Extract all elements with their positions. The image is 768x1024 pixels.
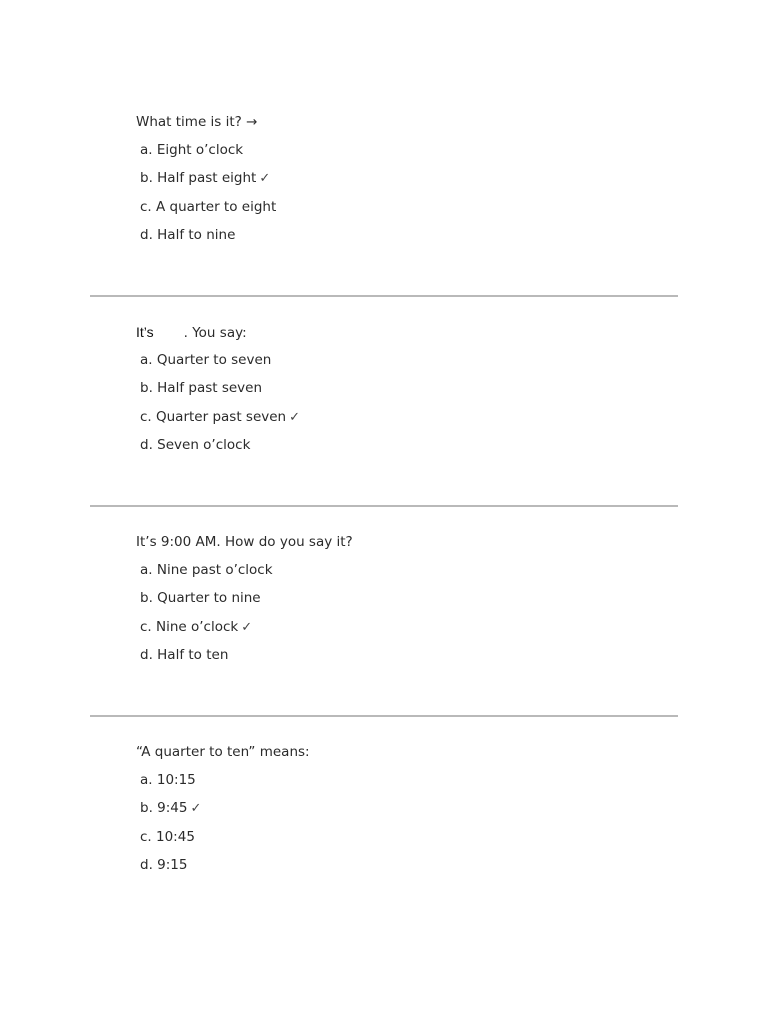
option-label: b. Quarter to nine: [140, 590, 261, 607]
option-label: d. 9:15: [140, 856, 188, 873]
question-3: [136, 532, 676, 673]
question-1-option-d: [140, 225, 676, 245]
option-label: d. Seven o’clock: [140, 436, 251, 453]
option-label: a. Quarter to seven: [140, 352, 272, 368]
question-3-option-a: [140, 560, 676, 580]
question-3-option-d: [140, 645, 676, 665]
question-4-option-d: [140, 855, 676, 875]
question-4-prompt: “A quarter to ten” means:: [136, 744, 310, 760]
question-4-option-a: [140, 770, 676, 790]
checkmark-icon: ✓: [241, 619, 253, 635]
option-label: c. 10:45: [140, 828, 195, 845]
question-2-option-a: [140, 350, 676, 370]
question-2-prompt: [136, 322, 676, 342]
checkmark-icon: ✓: [289, 409, 301, 425]
question-4-option-c: [140, 827, 676, 847]
question-2-option-c: [140, 407, 676, 427]
checkmark-icon: ✓: [259, 171, 271, 187]
question-2: [136, 322, 676, 463]
checkmark-icon: ✓: [190, 801, 202, 817]
option-label: a. Nine past o’clock: [140, 562, 273, 578]
question-4: [136, 742, 676, 883]
question-2-option-d: [140, 435, 676, 455]
question-1-option-c: [140, 197, 676, 217]
option-label: c. Quarter past seven: [140, 408, 287, 425]
option-label: a. Eight o’clock: [140, 142, 244, 158]
prompt-rest: . You say:: [183, 325, 247, 341]
question-3-prompt: It’s 9:00 AM. How do you say it?: [136, 534, 353, 550]
question-2-options: [136, 350, 676, 455]
option-label: d. Half to ten: [140, 646, 229, 663]
option-label: b. Half past seven: [140, 380, 263, 397]
prompt-lead: It’s: [136, 324, 154, 340]
option-label: d. Half to nine: [140, 226, 236, 243]
question-1-options: [136, 140, 676, 245]
option-label: a. 10:15: [140, 772, 196, 788]
question-1-prompt: What time is it? →: [136, 114, 258, 130]
option-label: c. Nine o’clock: [140, 618, 239, 635]
section-divider: [90, 505, 678, 507]
section-divider: [90, 715, 678, 717]
section-divider: [90, 295, 678, 297]
question-3-option-b: [140, 588, 676, 608]
question-3-option-c: [140, 617, 676, 637]
question-2-option-b: [140, 378, 676, 398]
option-label: c. A quarter to eight: [140, 198, 277, 215]
option-label: b. Half past eight: [140, 170, 257, 187]
question-4-option-b: [140, 798, 676, 818]
question-1-option-a: [140, 140, 676, 160]
question-3-options: [136, 560, 676, 665]
question-4-options: [136, 770, 676, 875]
option-label: b. 9:45: [140, 800, 188, 817]
question-1: [136, 112, 676, 253]
question-1-option-b: [140, 168, 676, 188]
